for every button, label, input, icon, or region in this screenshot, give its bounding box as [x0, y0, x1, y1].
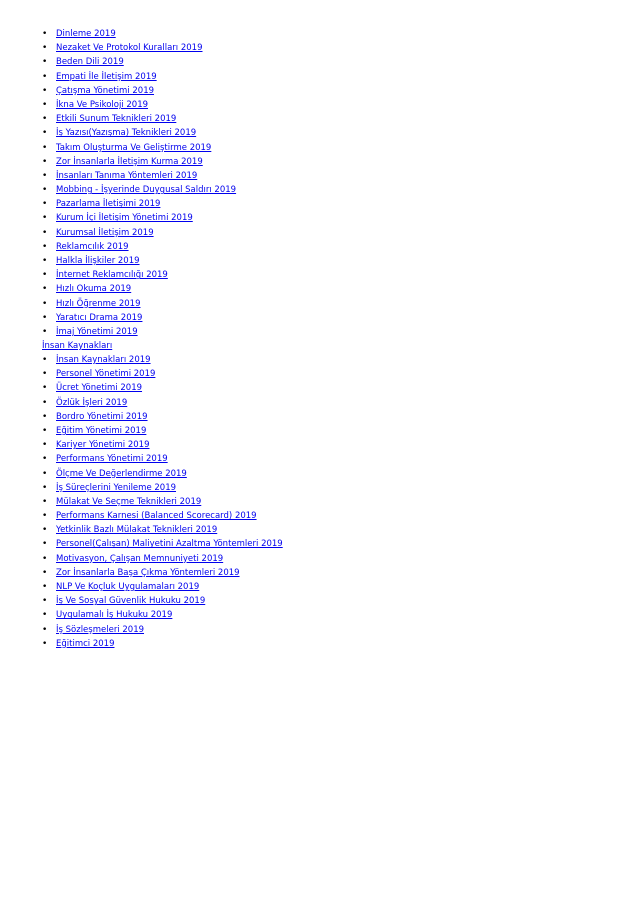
course-link[interactable]: NLP Ve Koçluk Uygulamaları 2019 — [56, 582, 200, 592]
course-link[interactable]: Motivasyon, Çalışan Memnuniyeti 2019 — [56, 553, 224, 564]
section-title-human-resources[interactable]: İnsan Kaynakları — [42, 341, 113, 351]
bullet-icon: • — [42, 496, 48, 507]
bullet-icon: • — [42, 525, 48, 536]
course-link[interactable]: Hızlı Öğrenme 2019 — [56, 298, 141, 309]
course-link[interactable]: Mülakat Ve Seçme Teknikleri 2019 — [56, 496, 202, 507]
course-link[interactable]: İş Yazısı(Yazışma) Teknikleri 2019 — [56, 128, 197, 139]
bullet-icon: • — [42, 128, 48, 139]
course-link[interactable]: İnternet Reklamcılığı 2019 — [56, 270, 168, 281]
bullet-icon: • — [42, 482, 48, 493]
bullet-icon: • — [42, 511, 48, 522]
bullet-icon: • — [42, 355, 48, 365]
bullet-icon: • — [42, 397, 48, 408]
course-link[interactable]: Yetkinlik Bazlı Mülakat Teknikleri 2019 — [56, 525, 218, 536]
course-link[interactable]: İkna Ve Psikoloji 2019 — [56, 99, 149, 110]
bullet-icon: • — [42, 114, 48, 125]
course-link[interactable]: Beden Dili 2019 — [56, 57, 124, 68]
bullet-icon: • — [42, 411, 48, 422]
bullet-icon: • — [42, 468, 48, 479]
course-link[interactable]: Hızlı Okuma 2019 — [56, 284, 132, 295]
bullet-icon: • — [42, 298, 48, 309]
course-link[interactable]: Özlük İşleri 2019 — [56, 397, 128, 408]
bullet-icon: • — [42, 567, 48, 578]
course-link[interactable]: İş Sözleşmeleri 2019 — [56, 624, 145, 635]
course-link[interactable]: Takım Oluşturma Ve Geliştirme 2019 — [56, 142, 212, 153]
course-link[interactable]: Reklamcılık 2019 — [56, 241, 129, 252]
course-link[interactable]: Ücret Yönetimi 2019 — [56, 383, 143, 394]
bullet-icon: • — [42, 57, 48, 68]
course-link[interactable]: Halkla İlişkiler 2019 — [56, 256, 140, 266]
bullet-icon: • — [42, 185, 48, 196]
course-link[interactable]: Uygulamalı İş Hukuku 2019 — [56, 610, 173, 621]
course-link[interactable]: İş Süreçlerini Yenileme 2019 — [56, 482, 177, 493]
bullet-icon: • — [42, 312, 48, 323]
bullet-icon: • — [42, 71, 48, 82]
course-link[interactable]: Personel(Çalışan) Maliyetini Azaltma Yöntemleri 2019 — [56, 539, 283, 550]
bullet-icon: • — [42, 440, 48, 451]
course-link[interactable]: Kurum İçi İletişim Yönetimi 2019 — [56, 213, 193, 224]
course-link[interactable]: İnsanları Tanıma Yöntemleri 2019 — [56, 170, 198, 181]
course-link[interactable]: Bordro Yönetimi 2019 — [56, 411, 148, 422]
bullet-icon: • — [42, 142, 48, 153]
bullet-icon: • — [42, 284, 48, 295]
bullet-icon: • — [42, 199, 48, 210]
bullet-icon: • — [42, 624, 48, 635]
bullet-icon: • — [42, 156, 48, 167]
bullet-icon: • — [42, 596, 48, 607]
course-link[interactable]: İnsan Kaynakları 2019 — [56, 355, 151, 365]
bullet-icon: • — [42, 638, 48, 649]
bullet-icon: • — [42, 170, 48, 181]
course-link[interactable]: Eğitimci 2019 — [56, 638, 115, 649]
bullet-icon: • — [42, 454, 48, 465]
bullet-icon: • — [42, 43, 48, 54]
course-link[interactable]: Personel Yönetimi 2019 — [56, 369, 156, 380]
course-link[interactable]: Performans Karnesi (Balanced Scorecard) 2019 — [56, 511, 257, 522]
bullet-icon: • — [42, 256, 48, 266]
course-link[interactable]: Nezaket Ve Protokol Kuralları 2019 — [56, 43, 203, 54]
bullet-icon: • — [42, 213, 48, 224]
bullet-icon: • — [42, 85, 48, 96]
bullet-icon: • — [42, 326, 48, 337]
bullet-icon: • — [42, 582, 48, 592]
course-link[interactable]: İş Ve Sosyal Güvenlik Hukuku 2019 — [56, 596, 206, 607]
bullet-icon: • — [42, 553, 48, 564]
course-link[interactable]: Pazarlama İletişimi 2019 — [56, 199, 161, 210]
course-link[interactable]: Zor İnsanlarla İletişim Kurma 2019 — [56, 156, 203, 167]
bullet-icon: • — [42, 29, 48, 39]
bullet-icon: • — [42, 270, 48, 281]
course-link[interactable]: Ölçme Ve Değerlendirme 2019 — [56, 468, 187, 479]
bullet-icon: • — [42, 241, 48, 252]
course-link[interactable]: Yaratıcı Drama 2019 — [56, 312, 143, 323]
course-link[interactable]: Dinleme 2019 — [56, 29, 116, 39]
course-link[interactable]: Eğitim Yönetimi 2019 — [56, 425, 147, 436]
course-link[interactable]: Empati İle İletişim 2019 — [56, 71, 157, 82]
course-link[interactable]: Zor İnsanlarla Başa Çıkma Yöntemleri 2019 — [56, 567, 240, 578]
course-link[interactable]: Çatışma Yönetimi 2019 — [56, 85, 155, 96]
bullet-icon: • — [42, 383, 48, 394]
course-link[interactable]: Mobbing - İşyerinde Duygusal Saldırı 2019 — [56, 185, 237, 196]
course-link[interactable]: Kariyer Yönetimi 2019 — [56, 440, 150, 451]
bullet-icon: • — [42, 610, 48, 621]
bullet-icon: • — [42, 425, 48, 436]
bullet-icon: • — [42, 539, 48, 550]
course-link[interactable]: Etkili Sunum Teknikleri 2019 — [56, 114, 177, 125]
bullet-icon: • — [42, 369, 48, 380]
course-link[interactable]: Performans Yönetimi 2019 — [56, 454, 168, 465]
bullet-icon: • — [42, 227, 48, 238]
course-link[interactable]: İmaj Yönetimi 2019 — [56, 326, 138, 337]
course-link[interactable]: Kurumsal İletişim 2019 — [56, 227, 154, 238]
bullet-icon: • — [42, 99, 48, 110]
